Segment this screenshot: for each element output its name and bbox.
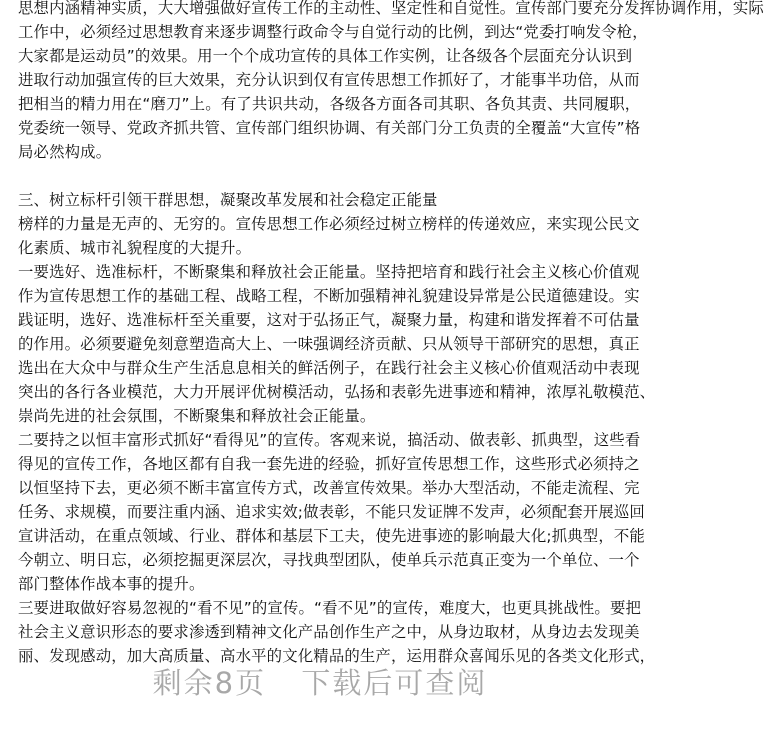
text-line: 今朝立、明日忘，必须挖掘更深层次，寻找典型团队，使单兵示范真正变为一个单位、一个	[18, 551, 640, 569]
section-heading: 三、树立标杆引领干群思想，凝聚改革发展和社会稳定正能量	[18, 191, 438, 209]
text-line: 进取行动加强宣传的巨大效果，充分认识到仅有宣传思想工作抓好了，才能事半功倍，从而	[18, 71, 640, 89]
text-line: 得见的宣传工作，各地区都有自我一套先进的经验，抓好宣传思想工作，这些形式必须持之	[18, 455, 640, 473]
download-more-banner[interactable]	[0, 661, 640, 702]
text-line: 二要持之以恒丰富形式抓好“看得见”的宣传。客观来说，搞活动、做表彰、抓典型，这些看	[18, 431, 641, 449]
text-line: 部门整体作战本事的提升。	[18, 575, 205, 593]
text-line: 党委统一领导、党政齐抓共管、宣传部门组织协调、有关部门分工负责的全覆盖“大宣传”格	[18, 119, 641, 137]
text-line: 社会主义意识形态的要求渗透到精神文化产品创作生产之中，从身边取材，从身边去发现美	[18, 623, 640, 641]
text-line: 思想内涵精神实质，大大增强做好宣传工作的主动性、坚定性和自觉性。宣传部门要充分发挥协调作用，实际	[18, 0, 764, 17]
text-line: 三要进取做好容易忽视的“看不见”的宣传。“看不见”的宣传，难度大，也更具挑战性。要把	[18, 599, 642, 617]
text-line: 丽、发现感动，加大高质量、高水平的文化精品的生产，运用群众喜闻乐见的各类文化形式，	[18, 647, 656, 665]
text-line: 作为宣传思想工作的基础工程、战略工程，不断加强精神礼貌建设异常是公民道德建设。实	[18, 287, 640, 305]
text-line: 大家都是运动员”的效果。用一个个成功宣传的具体工作实例，让各级各个层面充分认识到	[18, 47, 633, 65]
paragraph	[18, 20, 648, 164]
text-line: 任务、求规模，而要注重内涵、追求实效;做表彰，不能只发证牌不发声，必须配套开展巡回	[18, 503, 645, 521]
text-line: 化素质、城市礼貌程度的大提升。	[18, 239, 252, 257]
text-line: 选出在大众中与群众生产生活息息相关的鲜活例子，在践行社会主义核心价值观活动中表现	[18, 359, 640, 377]
text-line: 局必然构成。	[18, 143, 112, 161]
document-body	[18, 0, 764, 668]
text-line: 崇尚先进的社会氛围，不断聚集和释放社会正能量。	[18, 407, 376, 425]
remaining-pages-label: 剩余8页	[152, 666, 267, 700]
paragraph	[18, 260, 656, 428]
paragraph	[18, 212, 640, 260]
text-line: 宣讲活动，在重点领域、行业、群体和基层下工夫，使先进事迹的影响最大化;抓典型，不能	[18, 527, 645, 545]
download-prompt-label: 下载后可查阅	[301, 666, 488, 700]
text-line: 榜样的力量是无声的、无穷的。宣传思想工作必须经过树立榜样的传递效应，来实现公民文	[18, 215, 640, 233]
text-line: 的作用。必须要避免刻意塑造高大上、一味强调经济贡献、只从领导干部研究的思想，真正	[18, 335, 640, 353]
text-line: 一要选好、选准标杆，不断聚集和释放社会正能量。坚持把培育和践行社会主义核心价值观	[18, 263, 640, 281]
paragraph-gap	[18, 164, 624, 188]
text-line: 把相当的精力用在“磨刀”上。有了共识共动，各级各方面各司其职、各负其责、共同履职，	[18, 95, 641, 113]
paragraph	[18, 428, 645, 596]
paragraph	[18, 596, 656, 668]
text-line: 突出的各行各业模范，大力开展评优树模活动，弘扬和表彰先进事迹和精神，浓厚礼敬模范、	[18, 383, 656, 401]
text-line: 以恒坚持下去，更必须不断丰富宣传方式，改善宣传效果。举办大型活动，不能走流程、完	[18, 479, 640, 497]
text-line: 践证明，选好、选准标杆至关重要，这对于弘扬正气，凝聚力量，构建和谐发挥着不可估量	[18, 311, 640, 329]
text-line: 工作中，必须经过思想教育来逐步调整行政命令与自觉行动的比例，到达“党委打响发令枪，	[18, 23, 648, 41]
